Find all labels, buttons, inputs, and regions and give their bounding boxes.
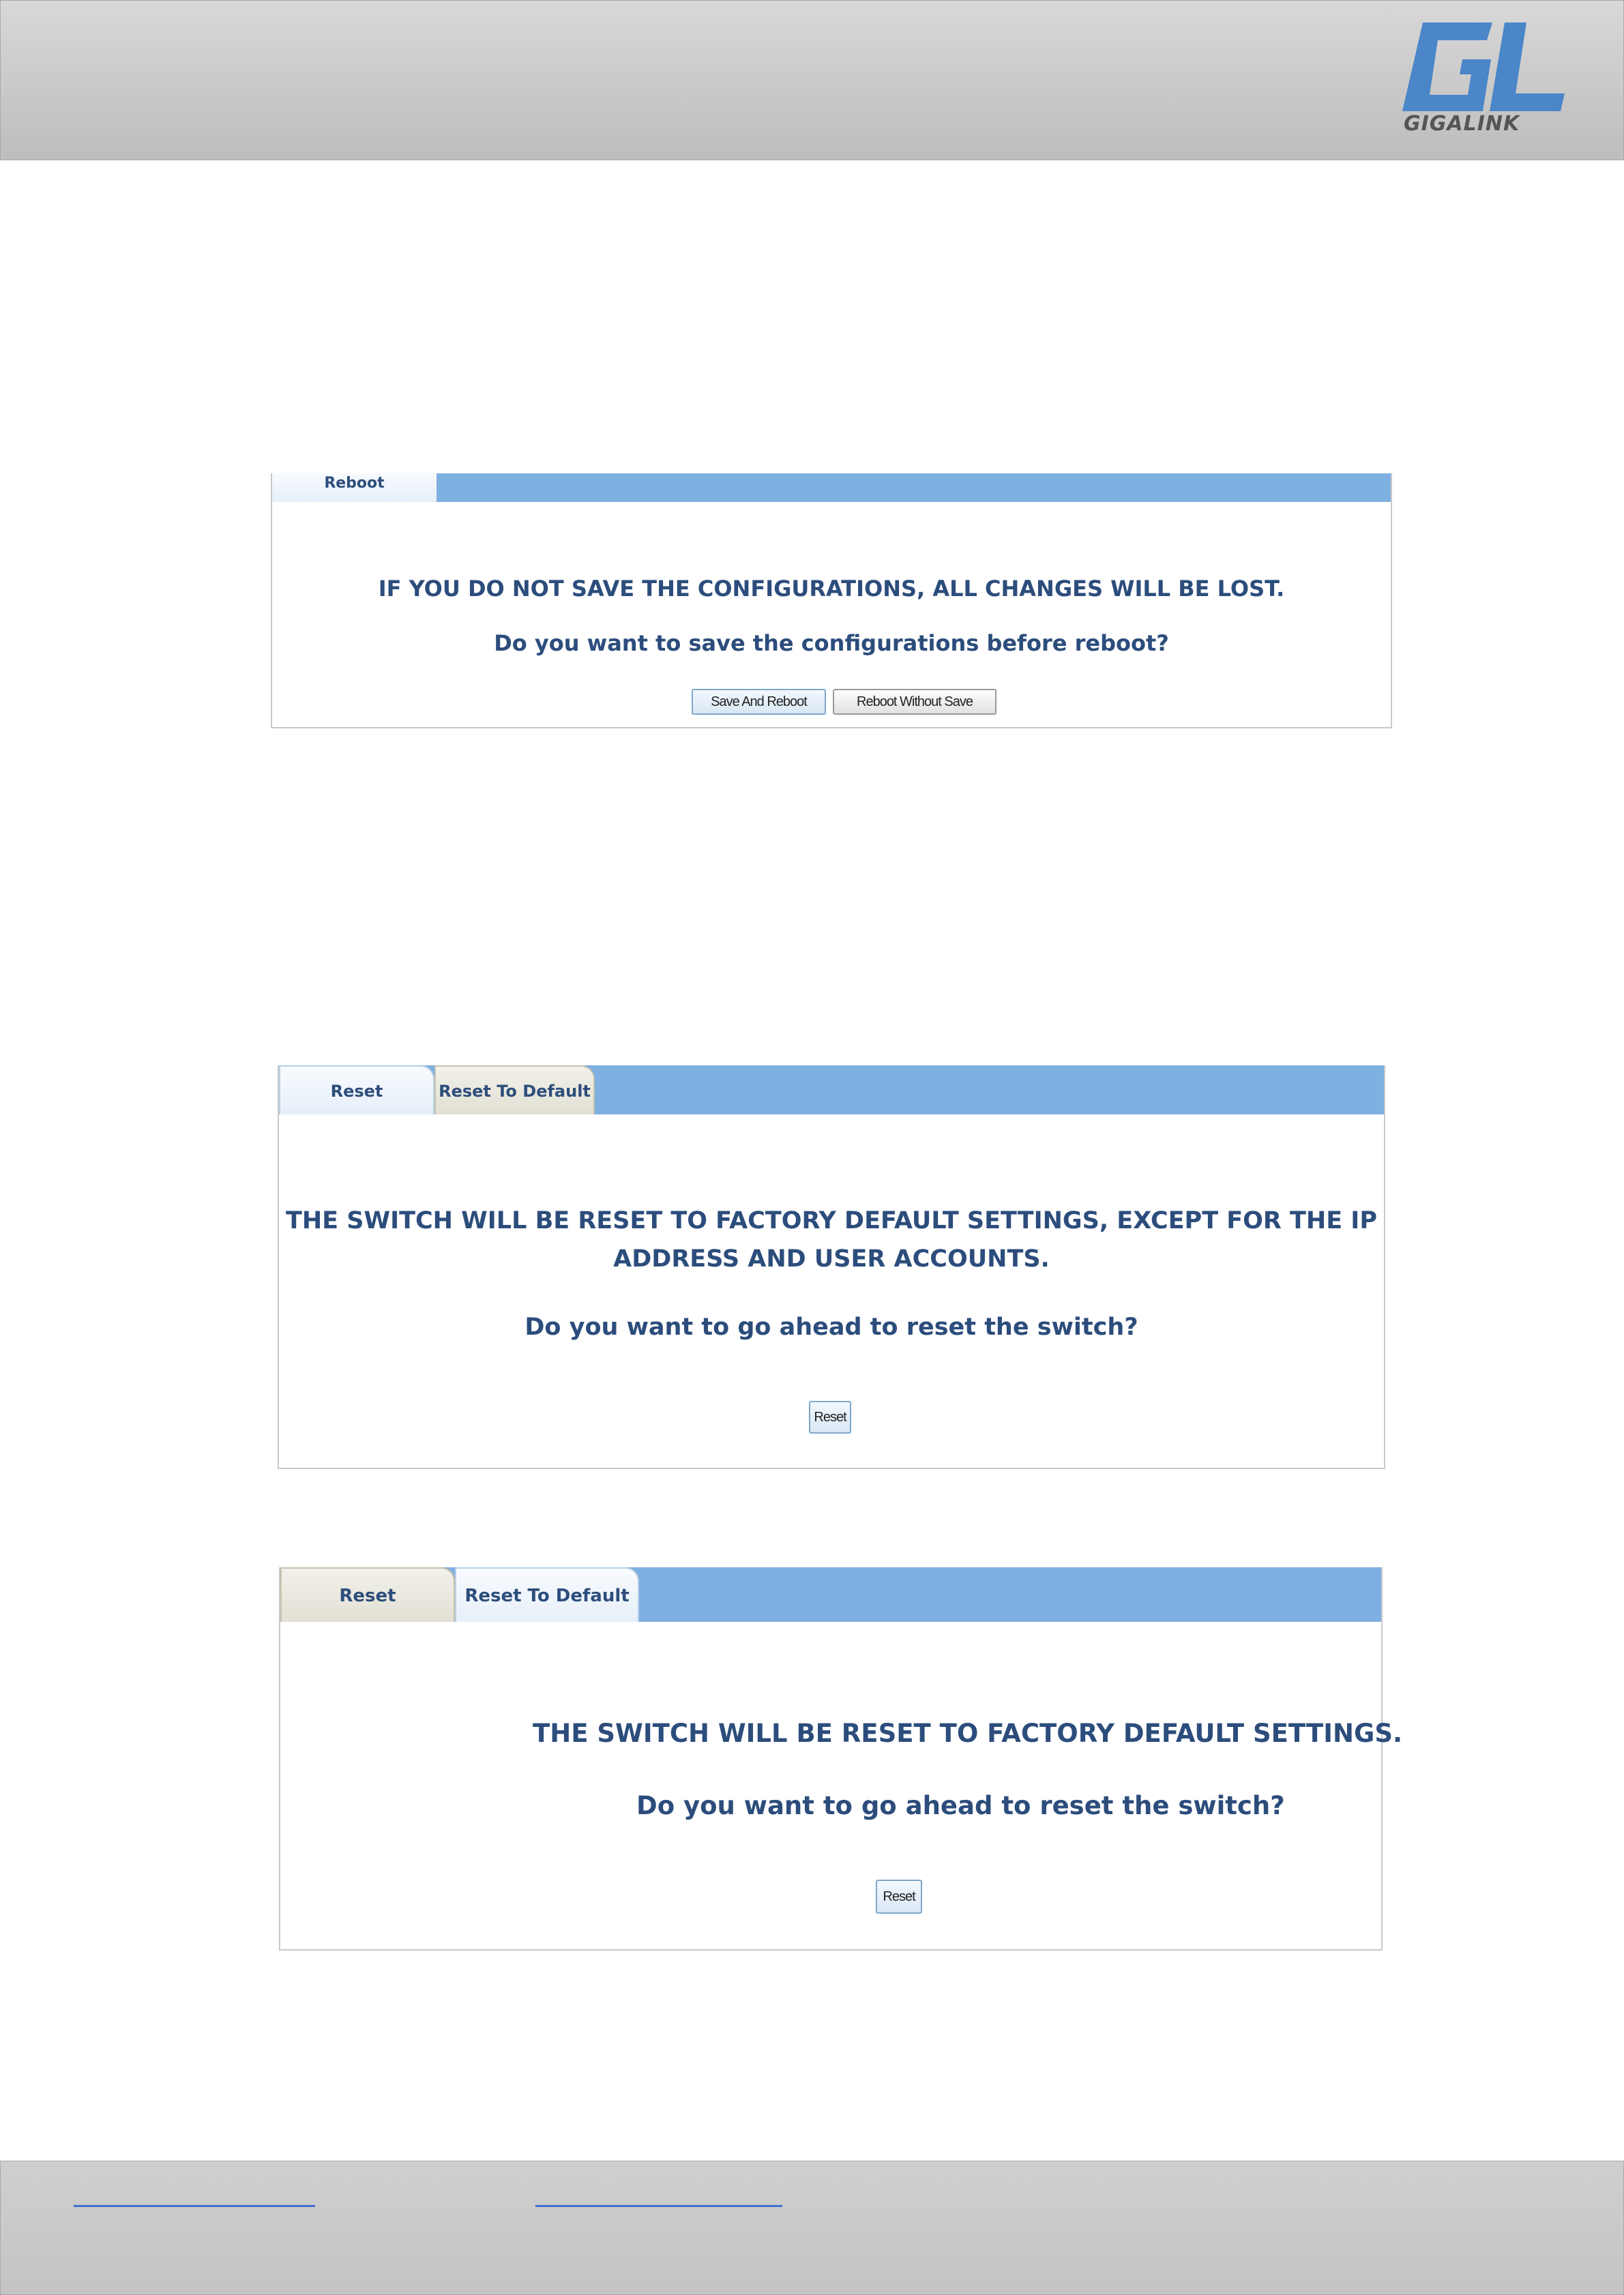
reset-question-1: Do you want to go ahead to reset the switch? (525, 1314, 1138, 1341)
tab-reset[interactable]: Reset (279, 1065, 434, 1114)
reboot-without-save-button[interactable]: Reboot Without Save (833, 689, 996, 715)
reset-panel-2 (279, 1567, 1403, 1951)
page-header (0, 0, 1624, 160)
tab-reset[interactable]: Reset (280, 1567, 455, 1622)
reset-warning-2: THE SWITCH WILL BE RESET TO FACTORY DEFAULT SETTINGS. (533, 1719, 1403, 1748)
tab-reset-to-default[interactable]: Reset To Default (434, 1065, 595, 1114)
gigalink-logo (1402, 23, 1569, 132)
logo-text: GIGALINK (1404, 112, 1520, 132)
tab-reset-to-default[interactable]: Reset To Default (455, 1567, 639, 1622)
save-and-reboot-button[interactable]: Save And Reboot (692, 689, 826, 715)
reset-warning-1: THE SWITCH WILL BE RESET TO FACTORY DEFAULT SETTINGS, EXCEPT FOR THE IP ADDRESS AND USER ACCOUNTS. (286, 1207, 1377, 1273)
footer-link-right[interactable] (535, 2172, 782, 2207)
reboot-tab-bar (272, 473, 1391, 502)
reset-panel-1 (278, 1065, 1385, 1469)
reset-question-2: Do you want to go ahead to reset the switch? (636, 1791, 1285, 1820)
tab-reboot[interactable]: Reboot (272, 473, 437, 502)
reset-button-2[interactable]: Reset (876, 1880, 922, 1914)
reboot-question: Do you want to save the configurations before reboot? (494, 630, 1169, 656)
reset-button-1[interactable]: Reset (809, 1401, 851, 1434)
footer-link-left[interactable] (74, 2172, 315, 2207)
reboot-warning: IF YOU DO NOT SAVE THE CONFIGURATIONS, ALL CHANGES WILL BE LOST. (378, 576, 1285, 602)
reboot-panel (271, 473, 1392, 728)
